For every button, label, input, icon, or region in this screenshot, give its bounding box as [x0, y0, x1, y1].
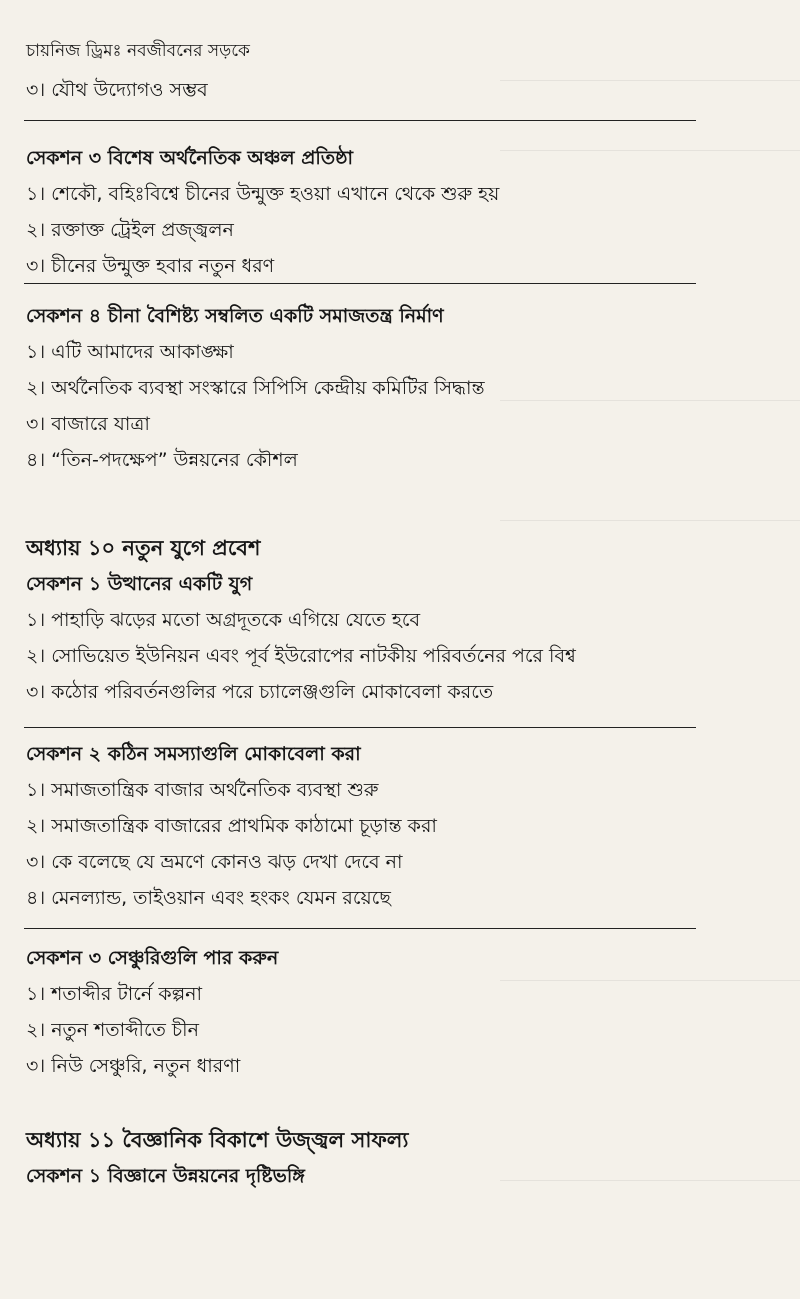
list-item: ৩। বাজারে যাত্রা — [26, 413, 150, 435]
list-item: ২। সোভিয়েত ইউনিয়ন এবং পূর্ব ইউরোপের নাটকীয় পরিবর্তনের পরে বিশ্ব — [26, 645, 576, 667]
list-item: ২। নতুন শতাব্দীতে চীন — [26, 1019, 199, 1041]
chapter-block — [26, 1122, 706, 1194]
list-item: ১। শতাব্দীর টার্নে কল্পনা — [26, 983, 203, 1005]
list-item: ২। অর্থনৈতিক ব্যবস্থা সংস্কারে সিপিসি কেন্দ্রীয় কমিটির সিদ্ধান্ত — [26, 377, 485, 399]
section-block — [26, 736, 706, 916]
section-title: সেকশন ১ বিজ্ঞানে উন্নয়নের দৃষ্টিভঙ্গি — [26, 1165, 305, 1187]
list-item: ৩। কে বলেছে যে ভ্রমণে কোনও ঝড় দেখা দেবে না — [26, 851, 403, 873]
list-item: ৪। “তিন-পদক্ষেপ” উন্নয়নের কৌশল — [26, 449, 298, 471]
section-divider — [24, 283, 696, 284]
show-through-line — [500, 1180, 800, 1181]
show-through-line — [500, 400, 800, 401]
chapter-title: অধ্যায় ১১ বৈজ্ঞানিক বিকাশে উজ্জ্বল সাফল্য — [26, 1128, 409, 1152]
list-item: ১। পাহাড়ি ঝড়ের মতো অগ্রদূতকে এগিয়ে যেতে হবে — [26, 609, 421, 631]
show-through-line — [500, 980, 800, 981]
list-item: ২। সমাজতান্ত্রিক বাজারের প্রাথমিক কাঠামো চূড়ান্ত করা — [26, 815, 437, 837]
list-item: ২। রক্তাক্ত ট্রেইল প্রজ্জ্বলন — [26, 219, 234, 241]
list-item: ১। সমাজতান্ত্রিক বাজার অর্থনৈতিক ব্যবস্থা শুরু — [26, 779, 379, 801]
list-item: ৩। কঠোর পরিবর্তনগুলির পরে চ্যালেঞ্জগুলি মোকাবেলা করতে — [26, 681, 494, 703]
list-item: ৩। নিউ সেঞ্চুরি, নতুন ধারণা — [26, 1055, 241, 1077]
show-through-line — [500, 150, 800, 151]
chapter-title: অধ্যায় ১০ নতুন যুগে প্রবেশ — [26, 536, 261, 560]
section-title: সেকশন ১ উত্থানের একটি যুগ — [26, 573, 253, 595]
section-title: সেকশন ৪ চীনা বৈশিষ্ট্য সম্বলিত একটি সমাজতন্ত্র নির্মাণ — [26, 305, 444, 327]
section-divider — [24, 727, 696, 728]
section-block — [26, 298, 706, 478]
show-through-line — [500, 80, 800, 81]
chapter-block — [26, 530, 706, 710]
list-item: ১। শেকৌ, বহিঃবিশ্বে চীনের উন্মুক্ত হওয়া এখানে থেকে শুরু হয় — [26, 183, 500, 205]
section-divider — [24, 928, 696, 929]
section-title: সেকশন ২ কঠিন সমস্যাগুলি মোকাবেলা করা — [26, 743, 361, 765]
list-item: ১। এটি আমাদের আকাঙ্ক্ষা — [26, 341, 234, 363]
section-block — [26, 140, 706, 284]
list-item: ৪। মেনল্যান্ড, তাইওয়ান এবং হংকং যেমন রয়েছে — [26, 887, 391, 909]
list-item-text: ৩। যৌথ উদ্যোগও সম্ভব — [26, 79, 208, 101]
running-header: চায়নিজ ড্রিমঃ নবজীবনের সড়কে — [26, 41, 250, 61]
section-title: সেকশন ৩ বিশেষ অর্থনৈতিক অঞ্চল প্রতিষ্ঠা — [26, 147, 353, 169]
section-block — [26, 940, 706, 1084]
show-through-line — [500, 520, 800, 521]
list-item: ৩। চীনের উন্মুক্ত হবার নতুন ধরণ — [26, 255, 275, 277]
section-title: সেকশন ৩ সেঞ্চুরিগুলি পার করুন — [26, 947, 279, 969]
section-divider — [24, 120, 696, 121]
list-item — [26, 72, 706, 108]
